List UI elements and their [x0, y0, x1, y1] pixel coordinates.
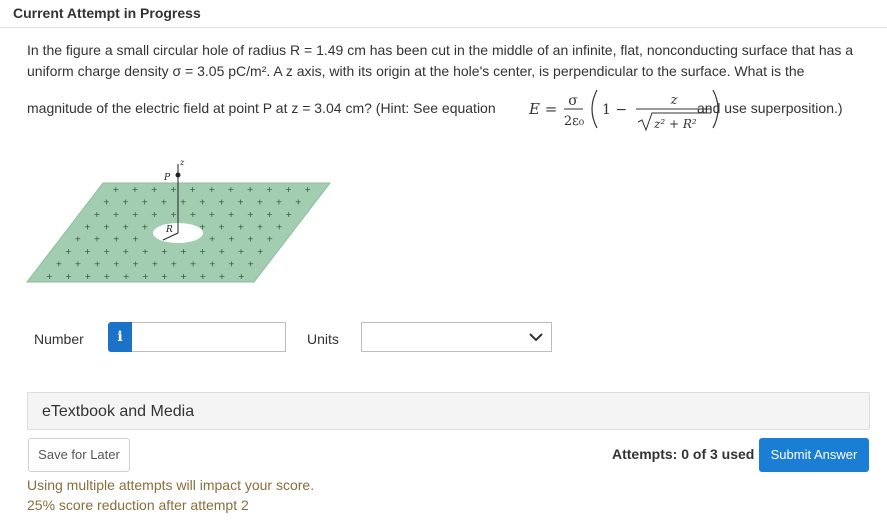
- charge-mark: +: [151, 259, 159, 269]
- submit-answer-button[interactable]: Submit Answer: [759, 438, 869, 472]
- warning-line-2: 25% score reduction after attempt 2: [27, 497, 249, 513]
- charge-mark: +: [179, 197, 187, 207]
- charge-mark: +: [237, 222, 245, 232]
- charge-mark: +: [170, 259, 178, 269]
- hint-equation: [511, 84, 721, 140]
- charged-sheet-figure: [25, 156, 335, 291]
- equation-z: z: [670, 93, 678, 108]
- question-line-3b: and use superposition.): [697, 100, 843, 116]
- number-input[interactable]: [132, 322, 286, 352]
- r-label: R: [166, 225, 173, 235]
- charge-mark: +: [84, 247, 91, 257]
- charge-mark: +: [208, 209, 216, 219]
- charge-mark: +: [65, 271, 72, 281]
- charge-mark: +: [84, 271, 92, 281]
- charge-mark: +: [74, 234, 82, 244]
- charge-mark: +: [218, 271, 226, 281]
- charge-mark: +: [275, 197, 283, 207]
- charge-mark: +: [161, 271, 168, 281]
- chevron-down-icon: [529, 333, 543, 342]
- charge-mark: +: [131, 185, 139, 195]
- charge-mark: +: [132, 259, 139, 269]
- charge-mark: +: [237, 197, 244, 207]
- question-line-2: uniform charge density σ = 3.05 pC/m². A z axis, with its origin at the hole's center, is perpendicular to the surface. What is the: [27, 63, 805, 79]
- charge-mark: +: [247, 234, 254, 244]
- charge-mark: +: [141, 222, 149, 232]
- charge-mark: +: [294, 197, 302, 207]
- charge-mark: +: [227, 234, 235, 244]
- equation-lhs: E =: [529, 100, 558, 118]
- question-line-3a: magnitude of the electric field at point P at z = 3.04 cm? (Hint: See equation: [27, 100, 496, 116]
- p-label: P: [164, 173, 171, 183]
- charge-mark: +: [150, 185, 158, 195]
- charge-mark: +: [227, 185, 235, 195]
- charge-mark: +: [103, 247, 111, 257]
- answer-row: [0, 320, 887, 354]
- charge-mark: +: [141, 247, 149, 257]
- charge-mark: +: [122, 222, 130, 232]
- equation-sigma: σ: [568, 93, 578, 109]
- charge-mark: +: [160, 197, 168, 207]
- charge-mark: +: [122, 197, 129, 207]
- charge-mark: +: [237, 247, 245, 257]
- charge-mark: +: [218, 222, 225, 232]
- charge-mark: +: [180, 271, 187, 281]
- question-line-3: [27, 93, 872, 138]
- charge-mark: +: [198, 197, 206, 207]
- number-label: Number: [34, 331, 84, 347]
- charge-mark: +: [246, 185, 254, 195]
- charge-mark: +: [180, 247, 187, 257]
- question-line-1: In the figure a small circular hole of radius R = 1.49 cm has been cut in the middle of an infinite, flat, nonconducting surface that has a: [27, 42, 854, 58]
- z-axis-label: z: [180, 158, 185, 167]
- warning-line-1: Using multiple attempts will impact your score.: [27, 477, 315, 493]
- charge-mark: +: [218, 247, 226, 257]
- charge-mark: +: [275, 222, 283, 232]
- sheet-diagram: [25, 156, 335, 286]
- equation-one-minus: 1 −: [602, 102, 628, 118]
- equation-denominator: 2ε₀: [563, 114, 585, 129]
- save-for-later-button[interactable]: Save for Later: [28, 438, 130, 472]
- charge-mark: +: [131, 209, 139, 219]
- charge-mark: +: [256, 247, 264, 257]
- charge-mark: +: [170, 209, 177, 219]
- point-p: [176, 173, 181, 178]
- charge-mark: +: [141, 271, 149, 281]
- charge-mark: +: [170, 185, 177, 195]
- etextbook-panel[interactable]: [27, 392, 870, 430]
- charge-mark: +: [103, 222, 110, 232]
- charge-mark: +: [237, 271, 245, 281]
- charge-mark: +: [93, 234, 101, 244]
- header-bar: [0, 0, 887, 28]
- equation-sqrt-body: z² + R²: [654, 117, 697, 131]
- charge-mark: +: [45, 271, 53, 281]
- charge-mark: +: [122, 247, 130, 257]
- charge-mark: +: [83, 222, 91, 232]
- charge-mark: +: [55, 259, 63, 269]
- charge-mark: +: [208, 185, 216, 195]
- charge-mark: +: [64, 247, 72, 257]
- charge-mark: +: [189, 209, 197, 219]
- charge-mark: +: [74, 259, 82, 269]
- page-title: Current Attempt in Progress: [13, 5, 201, 21]
- charge-mark: +: [265, 185, 273, 195]
- equation-graphic: [511, 84, 721, 134]
- charge-mark: +: [103, 271, 111, 281]
- charge-mark: +: [122, 271, 130, 281]
- charge-mark: +: [113, 259, 120, 269]
- charge-mark: +: [160, 247, 168, 257]
- charge-mark: +: [199, 247, 206, 257]
- charge-mark: +: [102, 197, 110, 207]
- charge-mark: +: [266, 234, 274, 244]
- charge-mark: +: [151, 209, 158, 219]
- charge-mark: +: [199, 271, 207, 281]
- charge-mark: +: [93, 259, 101, 269]
- info-icon[interactable]: i: [108, 322, 132, 352]
- charge-mark: +: [141, 197, 149, 207]
- charge-mark: +: [256, 222, 264, 232]
- charge-mark: +: [228, 259, 235, 269]
- charge-mark: +: [132, 234, 139, 244]
- attempts-counter: Attempts: 0 of 3 used: [612, 446, 755, 462]
- charge-mark: +: [93, 209, 101, 219]
- charge-mark: +: [189, 185, 196, 195]
- charge-mark: +: [199, 222, 206, 232]
- charge-mark: +: [112, 209, 120, 219]
- charge-mark: +: [247, 259, 255, 269]
- units-label: Units: [307, 331, 339, 347]
- charge-mark: +: [112, 234, 120, 244]
- charge-mark: +: [285, 185, 292, 195]
- charge-mark: +: [304, 185, 312, 195]
- attempt-warning: [27, 475, 314, 515]
- charge-mark: +: [227, 209, 235, 219]
- charge-mark: +: [246, 209, 254, 219]
- charge-mark: +: [208, 234, 216, 244]
- charge-mark: +: [266, 209, 273, 219]
- charge-mark: +: [208, 259, 216, 269]
- question-text: [27, 40, 872, 131]
- charge-mark: +: [256, 197, 264, 207]
- units-select[interactable]: [361, 322, 552, 352]
- charge-mark: +: [112, 185, 120, 195]
- charge-mark: +: [218, 197, 225, 207]
- charge-mark: +: [189, 259, 197, 269]
- charge-mark: +: [285, 209, 293, 219]
- etextbook-label: eTextbook and Media: [42, 403, 195, 420]
